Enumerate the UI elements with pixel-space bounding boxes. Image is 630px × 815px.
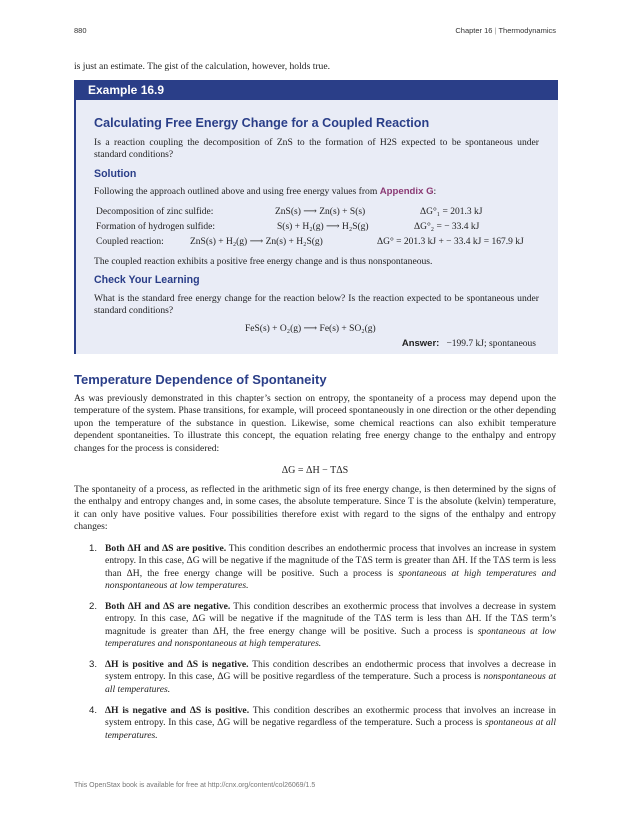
reaction-2-energy: ΔG°₂ = − 33.4 kJ [414,222,480,232]
appendix-link[interactable]: Appendix G [379,186,434,197]
running-header [455,26,556,35]
page-footer: This OpenStax book is available for free at http://cnx.org/content/col26069/1.5 [74,782,316,789]
check-question: What is the standard free energy change for the reaction below? Is the reaction expected to be spontaneous under standard conditions? [94,293,539,317]
solution-intro [94,186,539,198]
list-item-2-lead: Both ΔH and ΔS are negative. [105,601,231,612]
example-label: Example 16.9 [76,80,558,100]
list-item-4 [105,705,556,742]
reaction-3-energy: ΔG° = 201.3 kJ + − 33.4 kJ = 167.9 kJ [377,237,524,247]
list-item-1 [105,543,556,593]
list-number-1: 1. [89,543,98,554]
section-paragraph-2: The spontaneity of a process, as reflected in the arithmetic sign of its free energy change, is then determined by the signs of the enthalpy and entropy changes and, in some cases, the absolute temperature. Since T is the absolute (kelvin) temperature, it can only have positive values. Four possibilities therefore exist with regard to the signs of the enthalpy and entropy changes: [74,484,556,533]
list-item-4-lead: ΔH is negative and ΔS is positive. [105,705,250,716]
list-item-4-body: This condition describes an exothermic process that involves an increase in system entropy. In this case, ΔG will be negative regardless of the temperature. Such a process is [105,705,556,729]
check-answer [402,338,536,350]
list-number-4: 4. [89,705,98,716]
list-item-3-body: This condition describes an endothermic process that involves a decrease in system entropy. In this case, ΔG will be positive regardless of the temperature. Such a process is [105,659,557,683]
list-item-3-emph: nonspontaneous at all temperatures. [105,671,556,695]
page-number: 880 [74,26,87,35]
list-item-1-body: This condition describes an endothermic process that involves an increase in system entropy. In this case, ΔG will be negative if the magnitude of the TΔS term is greater than ΔH. If the TΔS term is less than ΔH, the free energy change will be positive. Such a process is [105,543,557,579]
list-item-2-emph: spontaneous at low temperatures and nonspontaneous at high temperatures. [105,625,556,650]
check-equation: FeS(s) + O₂(g) ⟶ Fe(s) + SO₂(g) [245,324,376,334]
answer-value: −199.7 kJ; spontaneous [446,339,536,349]
reaction-3-label: Coupled reaction: [96,237,164,247]
gibbs-equation: ΔG = ΔH − TΔS [281,465,349,476]
list-item-1-emph: spontaneous at high temperatures and nonspontaneous at low temperatures. [105,567,556,592]
check-heading: Check Your Learning [94,274,200,286]
intro-line: is just an estimate. The gist of the calculation, however, holds true. [74,61,331,72]
example-question: Is a reaction coupling the decomposition of ZnS to the formation of H2S expected to be spontaneous under standard conditions? [94,137,539,161]
reaction-1-equation: ZnS(s) ⟶ Zn(s) + S(s) [275,207,366,217]
example-title: Calculating Free Energy Change for a Coupled Reaction [94,116,430,130]
list-item-2 [105,601,556,651]
section-heading: Temperature Dependence of Spontaneity [74,372,327,387]
example-conclusion: The coupled reaction exhibits a positive free energy change and is thus nonspontaneous. [94,256,433,267]
reaction-2-equation: S(s) + H₂(g) ⟶ H₂S(g) [277,222,369,232]
list-item-3 [105,659,556,696]
answer-label: Answer: [401,338,440,349]
list-number-3: 3. [89,659,98,670]
list-number-2: 2. [89,601,98,612]
reaction-1-energy: ΔG°₁ = 201.3 kJ [420,207,483,217]
solution-intro-text: Following the approach outlined above and using free energy values from [94,186,378,197]
list-item-1-lead: Both ΔH and ΔS are positive. [105,543,227,554]
reaction-3-equation: ZnS(s) + H₂(g) ⟶ Zn(s) + H₂S(g) [190,237,323,247]
list-item-2-body: This condition describes an exothermic process that involves a decrease in system entropy. In this case, ΔG will be negative if the magnitude of the TΔS term is less than ΔH. If the TΔS term’s magnitude is greater than ΔH, the free energy change will be positive. Such a process is [105,601,556,637]
solution-intro-end: : [433,186,437,197]
chapter-title: Thermodynamics [498,26,556,35]
reaction-1-label: Decomposition of zinc sulfide: [96,207,214,217]
list-item-3-lead: ΔH is positive and ΔS is negative. [105,659,249,670]
solution-heading: Solution [94,168,137,180]
header-separator: | [494,26,497,35]
section-paragraph-1: As was previously demonstrated in this chapter’s section on entropy, the spontaneity of a process may depend upon the temperature of the system. Phase transitions, for example, will proceed spontaneously in one direction or the other depending upon the temperature of the substance in question. Likewise, some chemical reactions can also exhibit temperature dependent spontaneities. To illustrate this concept, the equation relating free energy change to the enthalpy and entropy changes for the process is considered: [74,393,556,454]
list-item-4-emph: spontaneous at all temperatures. [105,717,556,741]
reaction-2-label: Formation of hydrogen sulfide: [96,222,215,232]
chapter-number: Chapter 16 [455,26,493,35]
